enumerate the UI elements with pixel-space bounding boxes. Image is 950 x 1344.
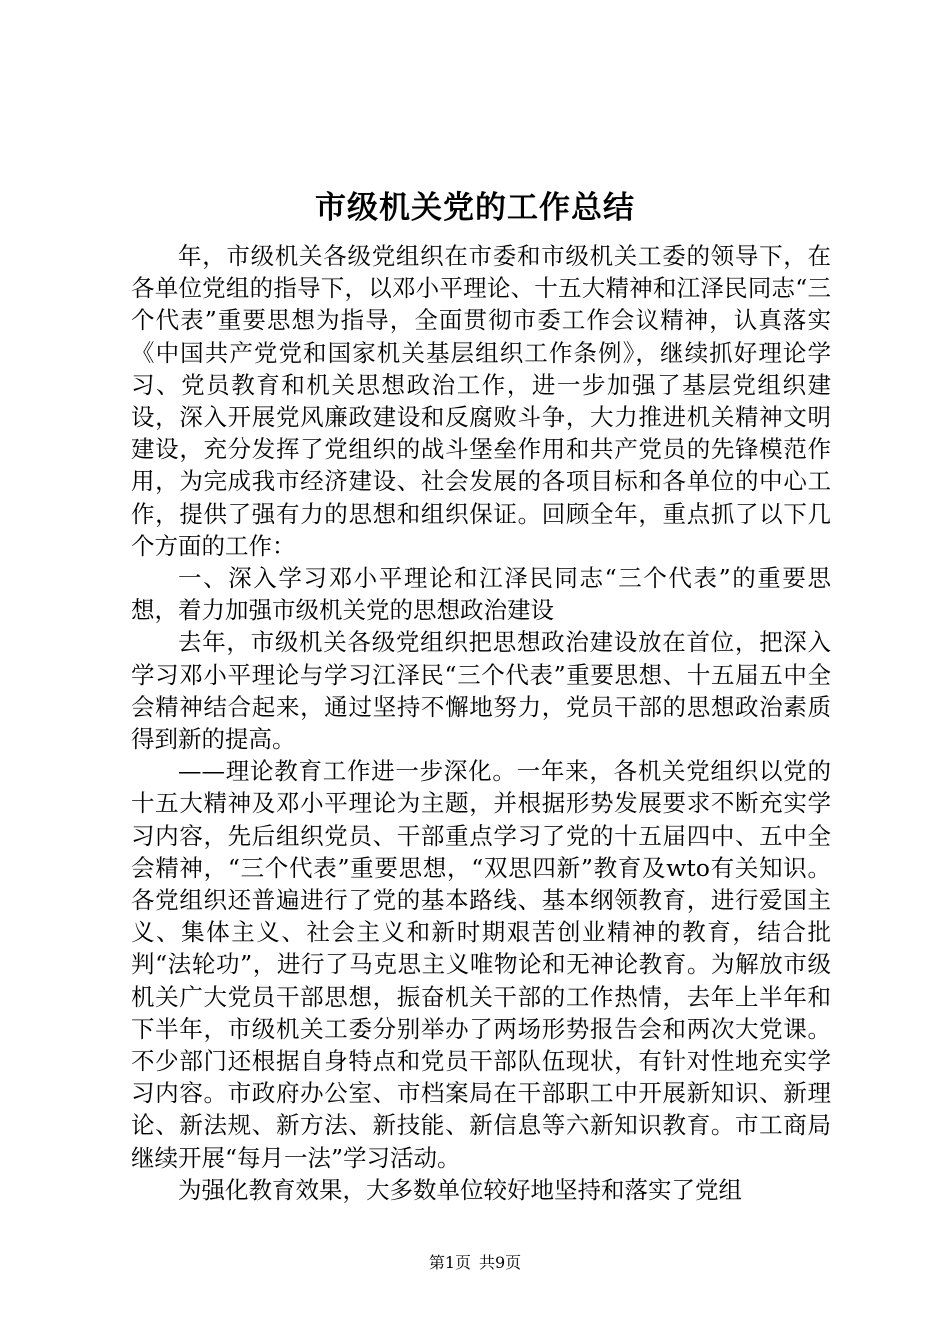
paragraph-section-intro: 去年，市级机关各级党组织把思想政治建设放在首位，把深入学习邓小平理论与学习江泽民“三个代表”重要思想、十五届五中全会精神结合起来，通过坚持不懈地努力，党员干部的思想政治素质得到新的提高。 <box>131 628 831 754</box>
page-footer <box>0 1252 950 1274</box>
document-title: 市级机关党的工作总结 <box>315 190 635 226</box>
page-total: 共9页 <box>479 1253 522 1272</box>
paragraph-section-heading: 一、深入学习邓小平理论和江泽民同志“三个代表”的重要思想，着力加强市级机关党的思想政治建设 <box>131 564 831 625</box>
paragraph-theory-education: ——理论教育工作进一步深化。一年来，各机关党组织以党的十五大精神及邓小平理论为主题，并根据形势发展要求不断充实学习内容，先后组织党员、干部重点学习了党的十五届四中、五中全会精神，“三个代表”重要思想，“双思四新”教育及wto有关知识。各党组织还普遍进行了党的基本路线、基本纲领教育，进行爱国主义、集体主义、社会主义和新时期艰苦创业精神的教育，结合批判“法轮功”，进行了马克思主义唯物论和无神论教育。为解放市级机关广大党员干部思想，振奋机关干部的工作热情，去年上半年和下半年，市级机关工委分别举办了两场形势报告会和两次大党课。不少部门还根据自身特点和党员干部队伍现状，有针对性地充实学习内容。市政府办公室、市档案局在干部职工中开展新知识、新理论、新法规、新方法、新技能、新信息等六新知识教育。市工商局继续开展“每月一法”学习活动。 <box>131 757 831 1172</box>
document-body <box>131 240 831 1206</box>
paragraph-intro: 年，市级机关各级党组织在市委和市级机关工委的领导下，在各单位党组的指导下，以邓小平理论、十五大精神和江泽民同志“三个代表”重要思想为指导，全面贯彻市委工作会议精神，认真落实《中国共产党党和国家机关基层组织工作条例》，继续抓好理论学习、党员教育和机关思想政治工作，进一步加强了基层党组织建设，深入开展党风廉政建设和反腐败斗争，大力推进机关精神文明建设，充分发挥了党组织的战斗堡垒作用和共产党员的先锋模范作用，为完成我市经济建设、社会发展的各项目标和各单位的中心工作，提供了强有力的思想和组织保证。回顾全年，重点抓了以下几个方面的工作： <box>131 242 831 560</box>
paragraph-continuation: 为强化教育效果，大多数单位较好地坚持和落实了党组 <box>178 1175 742 1204</box>
page-number: 第1页 <box>428 1253 471 1272</box>
